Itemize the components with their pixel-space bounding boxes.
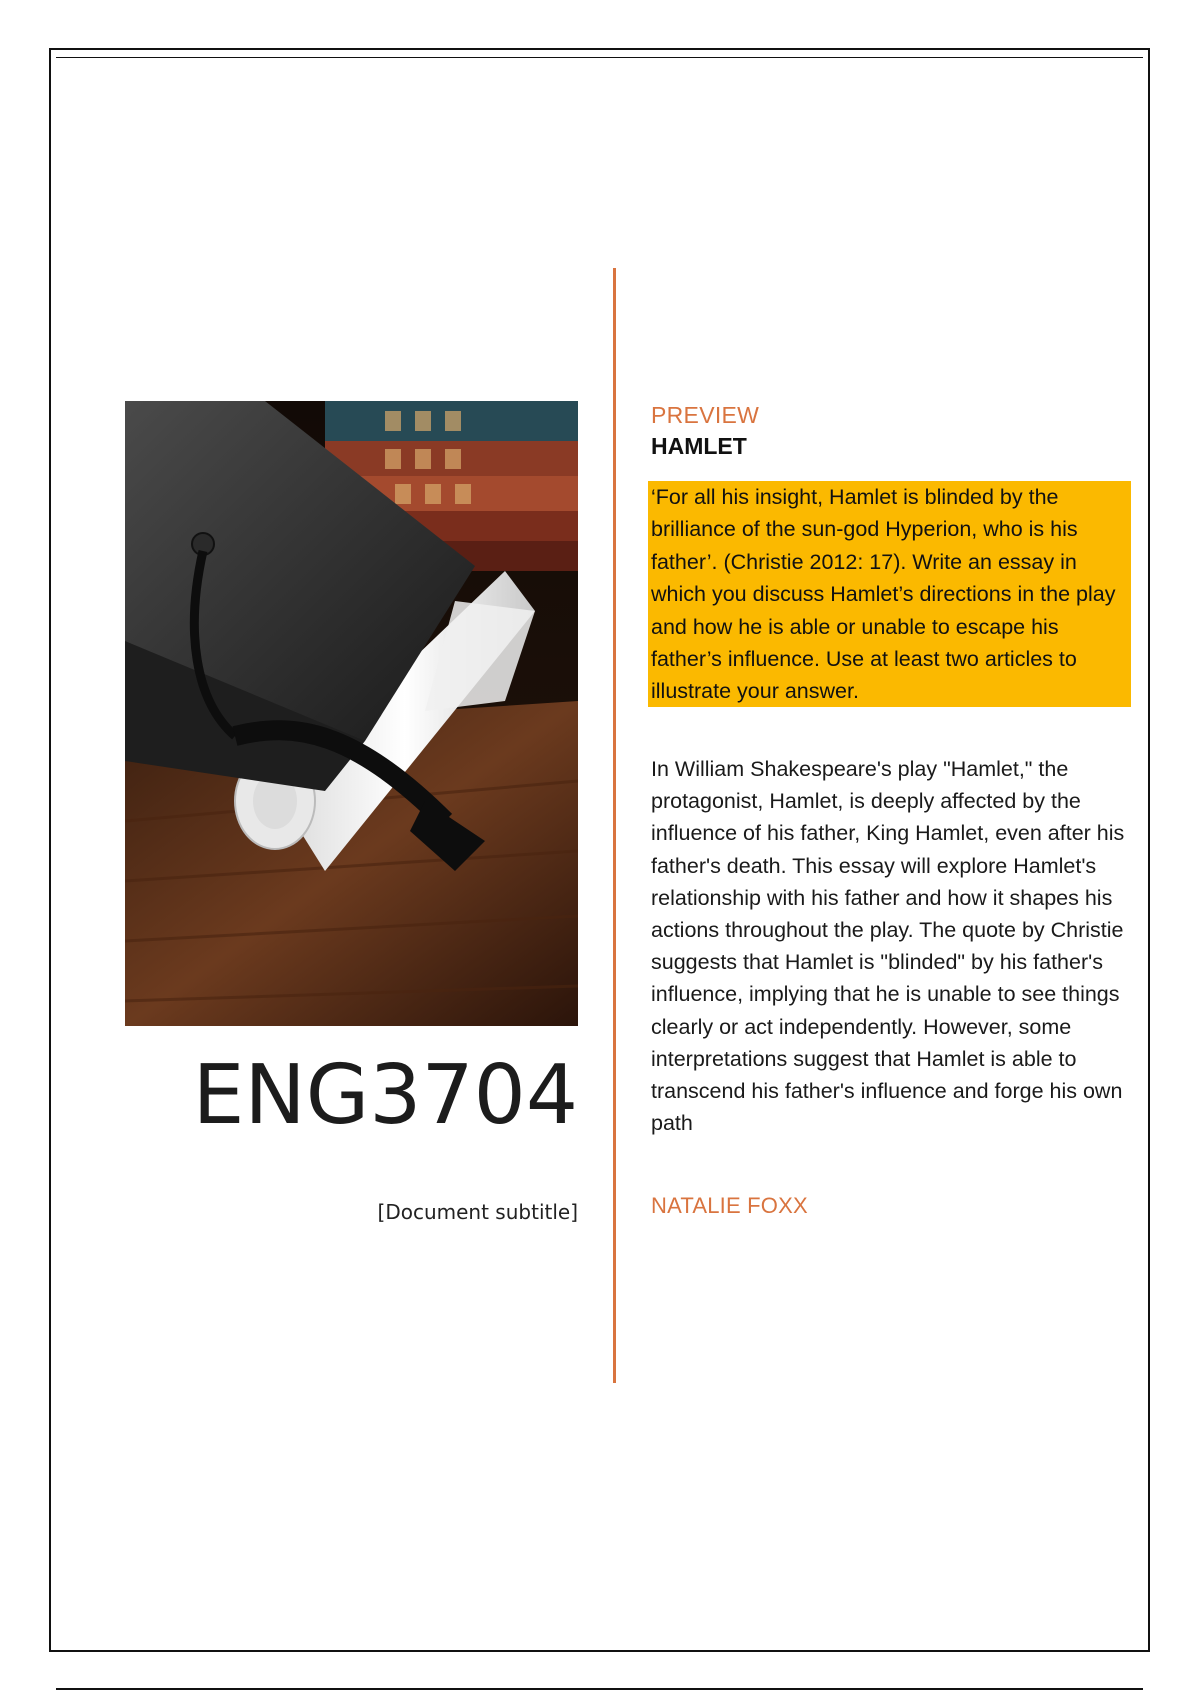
course-code: ENG3704 — [192, 1048, 578, 1143]
graduation-cap-diploma-illustration — [125, 401, 578, 1026]
author-name: NATALIE FOXX — [651, 1193, 808, 1218]
cover-photo — [125, 401, 578, 1026]
header-rule — [56, 57, 1143, 58]
document-title: HAMLET — [651, 433, 747, 459]
preview-label: PREVIEW — [651, 402, 760, 428]
essay-prompt-highlight — [648, 481, 1131, 707]
document-subtitle[interactable]: [Document subtitle] — [377, 1200, 578, 1224]
essay-body-text: In William Shakespeare's play "Hamlet," the protagonist, Hamlet, is deeply affected by the influence of his father, King Hamlet, even after his father's death. This essay will explore Hamlet's relationship with his father and how it shapes his actions throughout the play. The quote by Christie suggests that Hamlet is "blinded" by his father's influence, implying that he is unable to see things clearly or act independently. However, some interpretations suggest that Hamlet is able to transcend his father's influence and forge his own path — [651, 757, 1125, 1136]
essay-prompt-text: ‘For all his insight, Hamlet is blinded by the brilliance of the sun-god Hyperion, who is his father’. (Christie 2012: 17). Write an essay in which you discuss Hamlet’s directions in the play and how he is able or unable to escape his father’s influence. Use at least two articles to illustrate your answer. — [651, 485, 1116, 704]
column-divider — [613, 268, 616, 1383]
footer-rule — [56, 1688, 1143, 1690]
